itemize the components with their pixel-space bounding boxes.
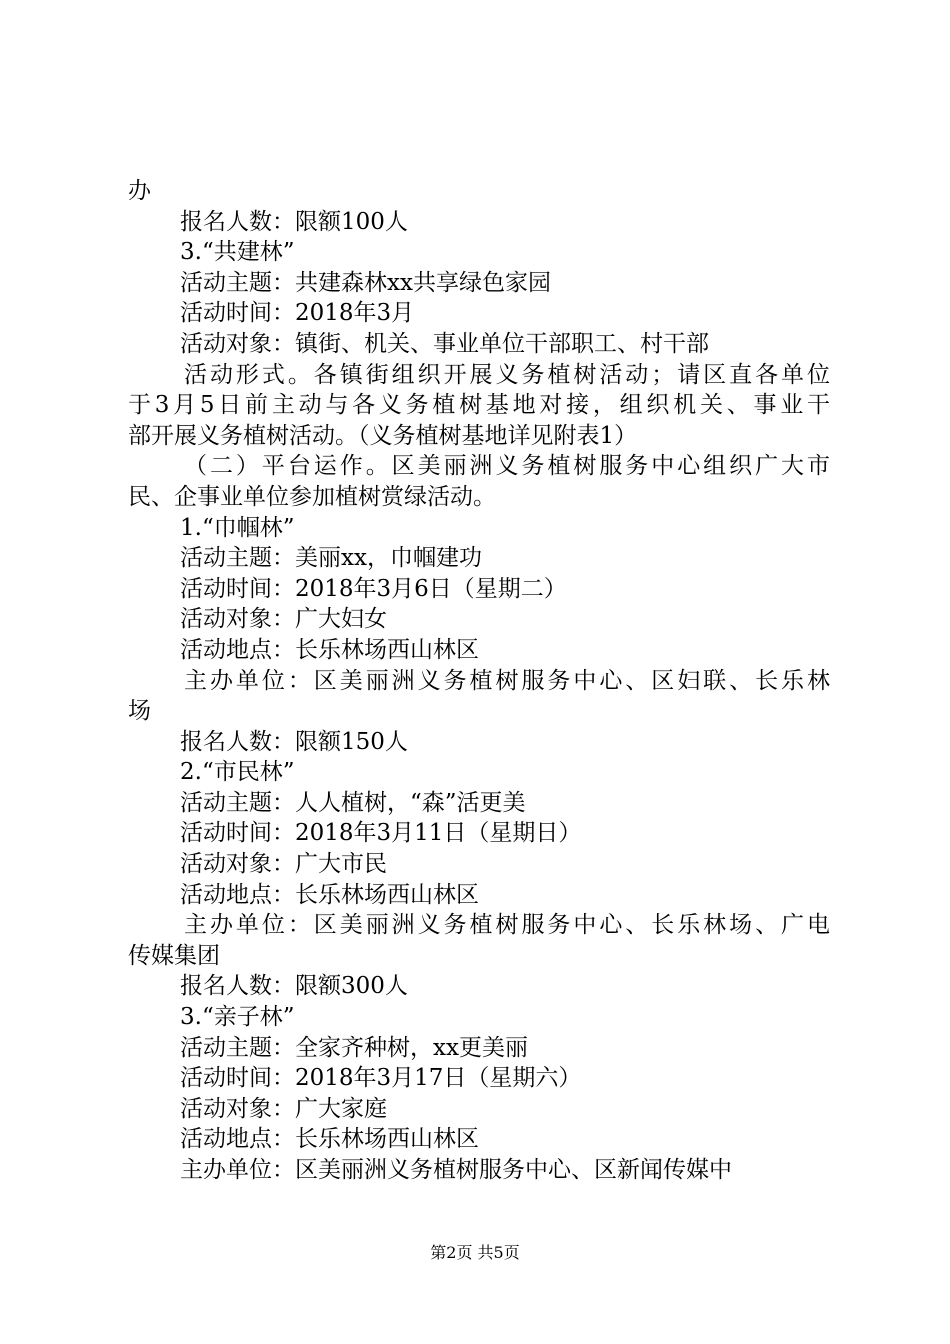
text-line: 活动主题：全家齐种树，xx更美丽 xyxy=(180,1034,528,1061)
text-line: 活动主题：人人植树，“森”活更美 xyxy=(180,789,526,816)
text-line: 主办单位：区美丽洲义务植树服务中心、区妇联、长乐林 xyxy=(184,667,830,694)
text-line: 活动对象：镇街、机关、事业单位干部职工、村干部 xyxy=(180,330,709,357)
text-line: 活动时间：2018年3月17日（星期六） xyxy=(180,1065,582,1092)
text-line: 活动对象：广大家庭 xyxy=(180,1095,387,1122)
text-line: 报名人数：限额150人 xyxy=(180,728,408,755)
text-line: 活动地点：长乐林场西山林区 xyxy=(180,636,479,663)
text-line: 活动地点：长乐林场西山林区 xyxy=(180,881,479,908)
text-line: 3.“共建林” xyxy=(180,239,295,266)
text-line: 主办单位：区美丽洲义务植树服务中心、长乐林场、广电 xyxy=(184,912,830,939)
text-line: 活动对象：广大妇女 xyxy=(180,606,387,633)
text-line: 报名人数：限额100人 xyxy=(180,208,408,235)
text-line: 活动形式。各镇街组织开展义务植树活动；请区直各单位 xyxy=(184,361,830,388)
text-line: 活动地点：长乐林场西山林区 xyxy=(180,1126,479,1153)
text-line: 报名人数：限额300人 xyxy=(180,973,408,1000)
text-line: 活动时间：2018年3月11日（星期日） xyxy=(180,820,582,847)
text-line: 1.“巾帼林” xyxy=(180,514,295,541)
text-line: 3.“亲子林” xyxy=(180,1004,295,1031)
text-line: 传媒集团 xyxy=(128,942,220,969)
document-body xyxy=(128,176,830,1186)
text-line: 部开展义务植树活动。（义务植树基地详见附表1） xyxy=(128,422,638,449)
text-line: 活动时间：2018年3月6日（星期二） xyxy=(180,575,567,602)
text-line: 场 xyxy=(128,698,151,725)
text-line: 办 xyxy=(128,178,151,204)
text-line: 活动对象：广大市民 xyxy=(180,851,387,878)
text-line: 活动时间：2018年3月 xyxy=(180,300,415,327)
text-line: 于3月5日前主动与各义务植树基地对接，组织机关、事业干 xyxy=(128,392,830,419)
text-line: 2.“市民林” xyxy=(180,759,295,786)
text-line: 主办单位：区美丽洲义务植树服务中心、区新闻传媒中 xyxy=(180,1157,732,1183)
text-line: 活动主题：共建森林xx共享绿色家园 xyxy=(180,269,551,296)
text-line: 民、企事业单位参加植树赏绿活动。 xyxy=(128,483,496,510)
text-line: （二）平台运作。区美丽洲义务植树服务中心组织广大市 xyxy=(184,453,830,480)
text-line: 活动主题：美丽xx，巾帼建功 xyxy=(180,545,482,572)
page-footer: 第2页 共5页 xyxy=(430,1243,520,1262)
